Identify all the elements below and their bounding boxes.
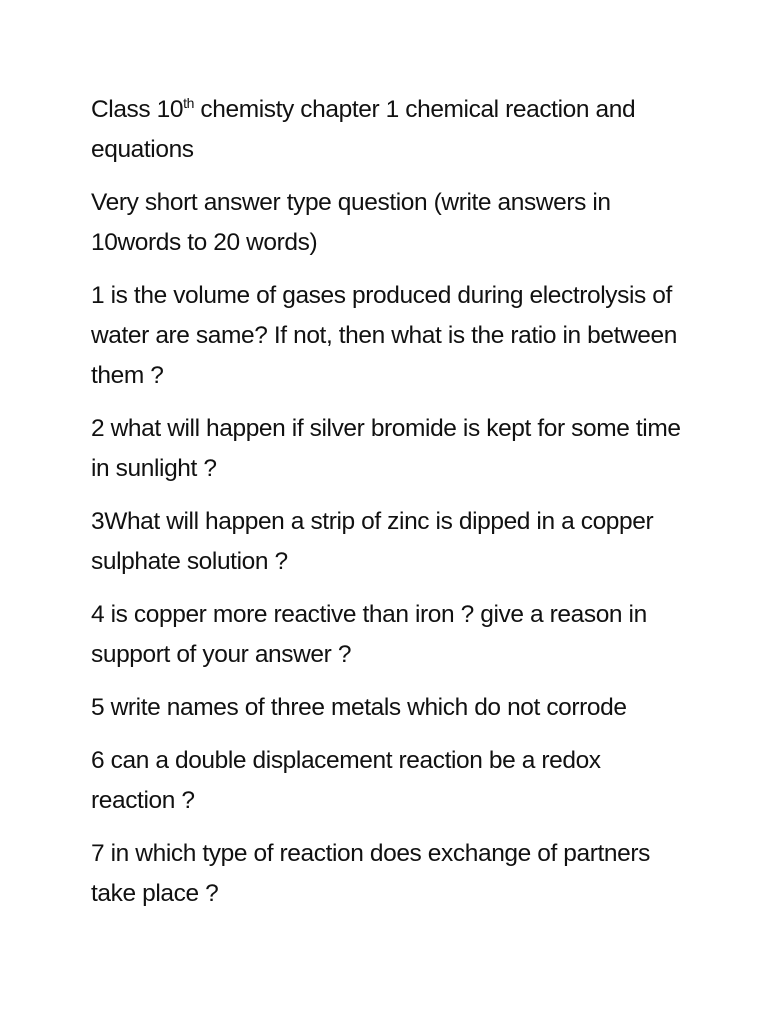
question-7: 7 in which type of reaction does exchange of partners take place ? — [91, 840, 650, 907]
title-superscript: th — [183, 94, 195, 111]
title-suffix: chemisty chapter 1 chemical reaction and equations — [91, 96, 636, 163]
question-4: 4 is copper more reactive than iron ? give a reason in support of your answer ? — [91, 601, 647, 668]
instruction-text: Very short answer type question (write answers in 10words to 20 words) — [91, 189, 611, 256]
question-5: 5 write names of three metals which do not corrode — [91, 694, 627, 721]
document-page — [91, 90, 691, 927]
question-1: 1 is the volume of gases produced during electrolysis of water are same? If not, then what is the ratio in between them ? — [91, 282, 677, 389]
question-2: 2 what will happen if silver bromide is kept for some time in sunlight ? — [91, 415, 681, 482]
document-title — [91, 90, 691, 170]
question-3: 3What will happen a strip of zinc is dipped in a copper sulphate solution ? — [91, 508, 654, 575]
question-6: 6 can a double displacement reaction be a redox reaction ? — [91, 747, 601, 814]
title-prefix: Class 10 — [91, 96, 184, 123]
